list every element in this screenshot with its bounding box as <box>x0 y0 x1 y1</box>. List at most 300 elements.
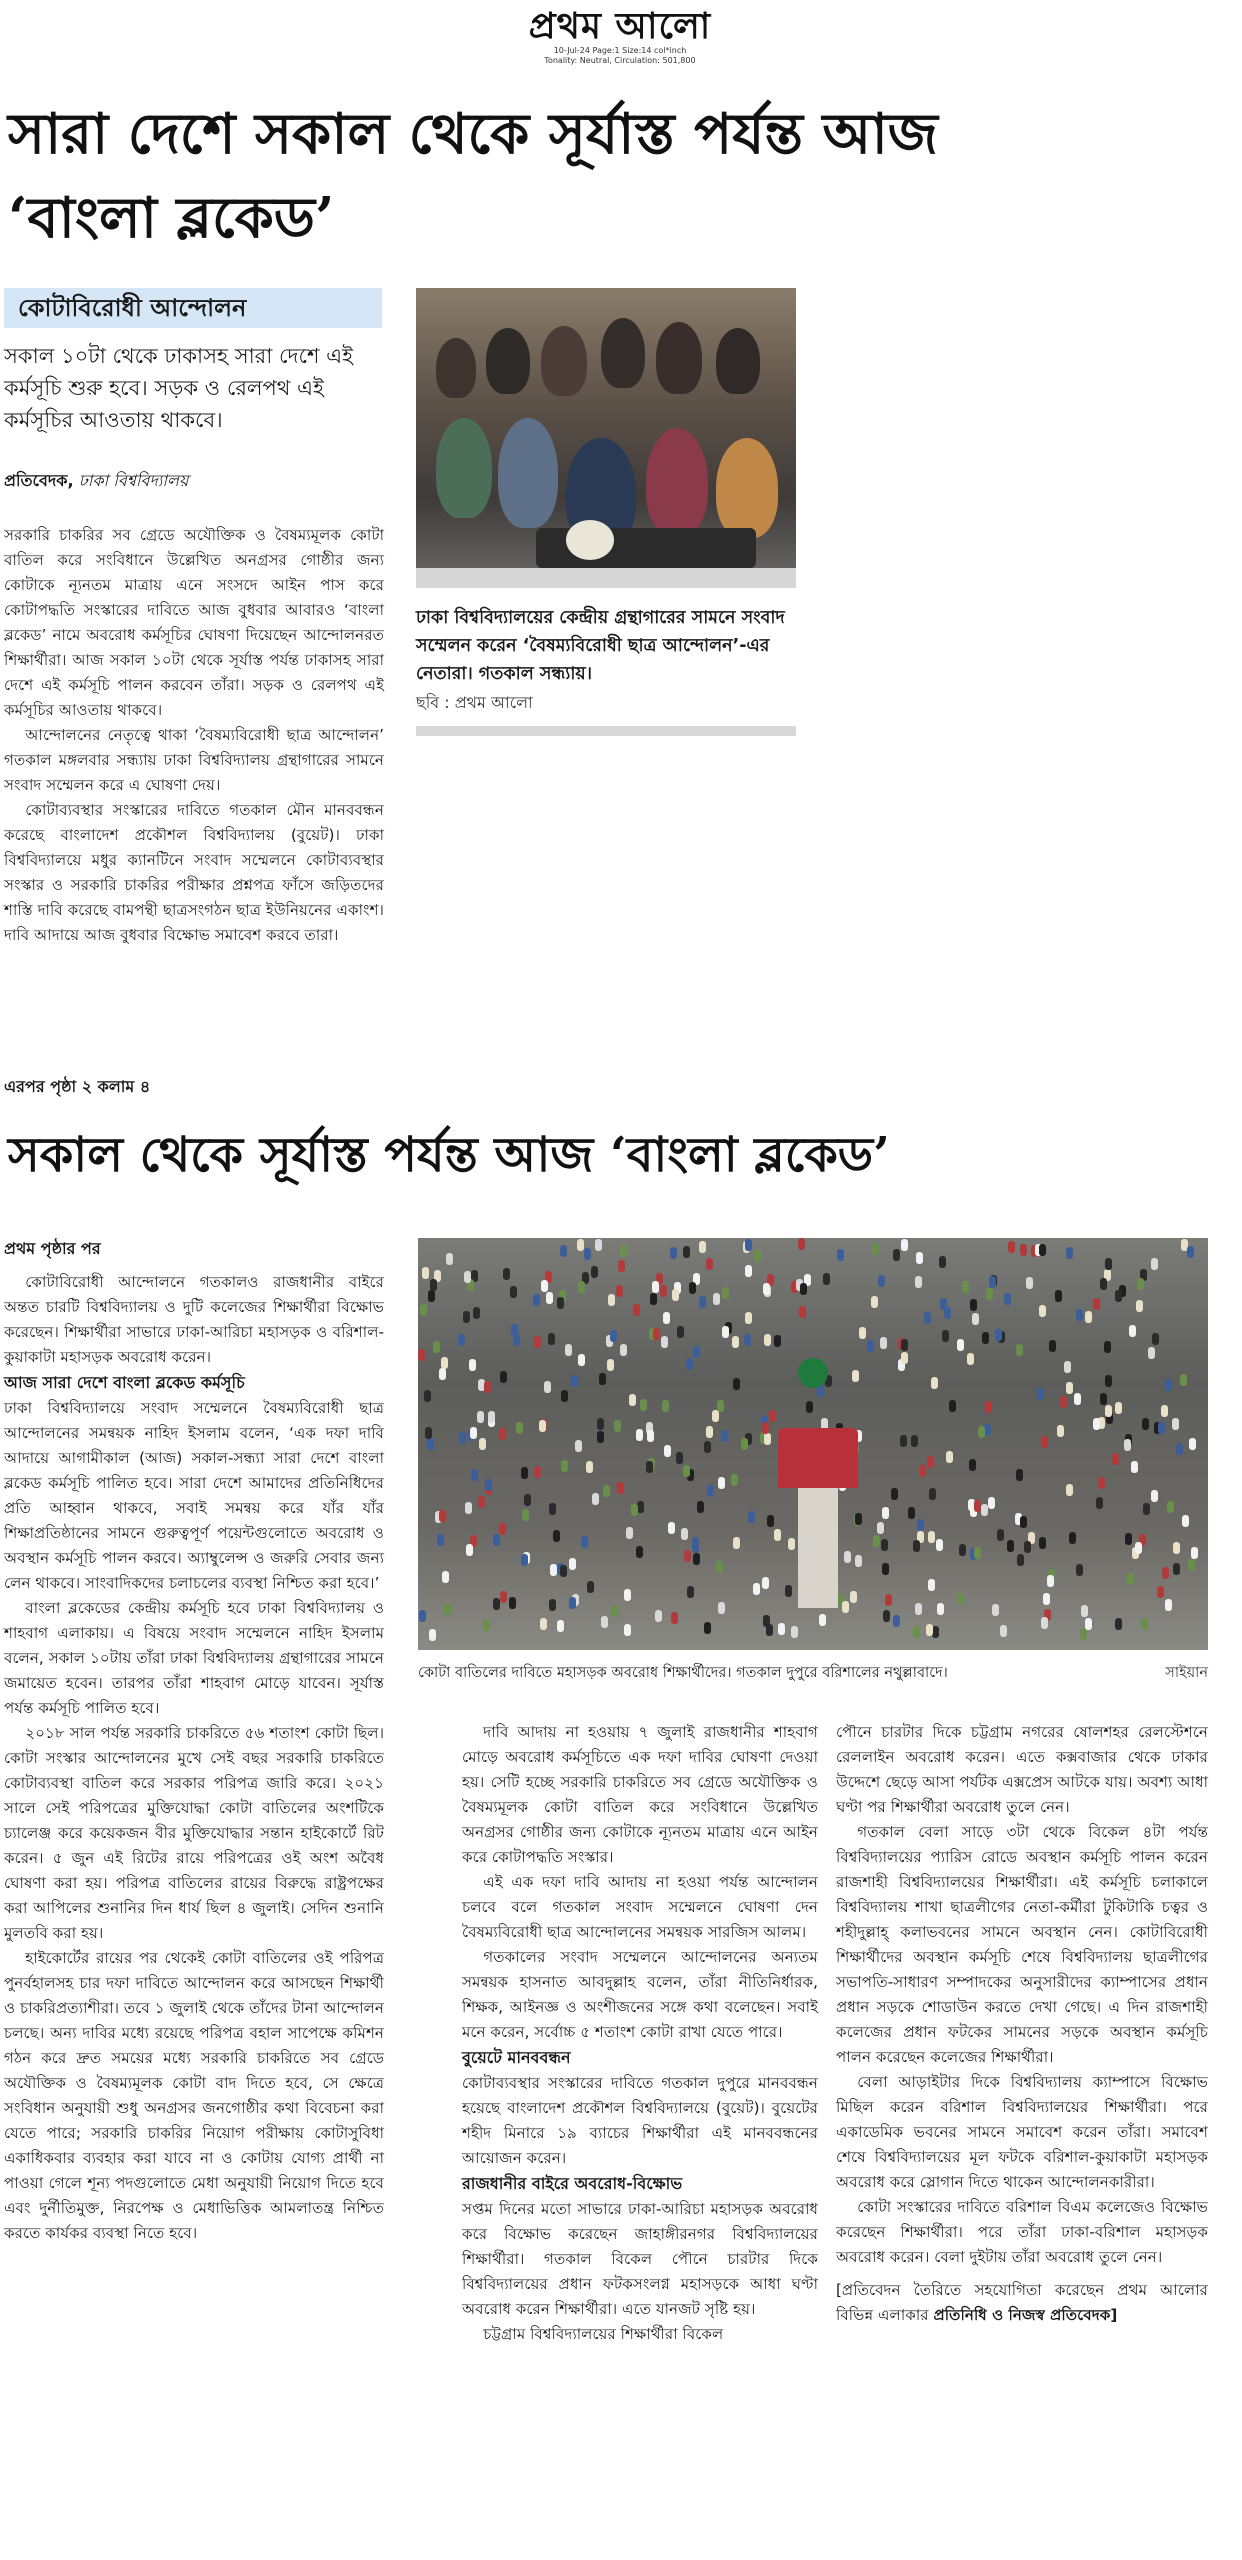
crowd-figure <box>957 1593 964 1605</box>
front-photo-caption: ঢাকা বিশ্ববিদ্যালয়ের কেন্দ্রীয় গ্রন্থাগারের সামনে সংবাদ সম্মেলন করেন ‘বৈষম্যবিরোধী ছাত্র আন্দোলন’-এর নেতারা। গতকাল সন্ধ্যায়। <box>416 608 785 684</box>
crowd-figure <box>785 1585 792 1597</box>
crowd-figure <box>1141 1618 1148 1630</box>
crowd-figure <box>465 1502 472 1514</box>
crowd-figure <box>647 1430 654 1442</box>
crowd-figure <box>855 1513 862 1525</box>
crowd-figure <box>1151 1490 1158 1502</box>
crowd-figure <box>880 1337 887 1349</box>
crowd-figure <box>974 1500 981 1512</box>
crowd-figure <box>745 1312 752 1324</box>
crowd-figure <box>1081 1605 1088 1617</box>
crowd-figure <box>748 1511 755 1523</box>
crowd-figure <box>885 1594 892 1606</box>
jump-photo-caption-text: কোটা বাতিলের দাবিতে মহাসড়ক অবরোধ শিক্ষার্থীদের। গতকাল দুপুরে বরিশালের নথুল্লাবাদে। <box>418 1665 948 1681</box>
jump-subhead: রাজধানীর বাইরে অবরোধ-বিক্ষোভ <box>462 2174 683 2193</box>
crowd-figure <box>511 1324 518 1336</box>
crowd-figure <box>706 1426 713 1438</box>
crowd-figure <box>699 1296 706 1308</box>
crowd-figure <box>985 1401 992 1413</box>
crowd-figure <box>578 1281 585 1293</box>
jump-paragraph: গতকালের সংবাদ সম্মেলনে আন্দোলনের অন্যতম সমন্বয়ক হাসনাত আবদুল্লাহ বলেন, তাঁরা নীতিনির্ধারক, শিক্ষক, আইনজ্ঞ ও অংশীজনের সঙ্গে কথা বলেছেন। সবাই মনে করেন, সর্বোচ্চ ৫ শতাংশ কোটা রাখা যেতে পারে। <box>462 1948 818 2041</box>
crowd-figure <box>774 1529 781 1541</box>
jump-paragraph: কোটা সংস্কারের দাবিতে বরিশাল বিএম কলেজেও বিক্ষোভ করেছেন শিক্ষার্থীরা। পরে তাঁরা ঢাকা-বরিশাল মহাসড়ক অবরোধ করেন। বেলা দুইটায় তাঁরা অবরোধ তুলে নেন। <box>836 2198 1208 2266</box>
crowd-figure <box>541 1280 548 1292</box>
crowd-figure <box>1037 1388 1044 1400</box>
crowd-figure <box>872 1243 879 1255</box>
crowd-figure <box>1043 1593 1050 1605</box>
continued-from-label: প্রথম পৃষ্ঠার পর <box>4 1239 101 1258</box>
crowd-figure <box>640 1399 647 1411</box>
crowd-figure <box>557 1297 564 1309</box>
crowd-figure <box>718 1602 725 1614</box>
crowd-figure <box>422 1267 429 1279</box>
crowd-figure <box>1152 1333 1159 1345</box>
crowd-figure <box>882 1507 889 1519</box>
crowd-figure <box>767 1515 774 1527</box>
crowd-figure <box>744 1334 751 1346</box>
crowd-figure <box>959 1544 966 1556</box>
crowd-figure <box>982 1332 989 1344</box>
crowd-figure <box>915 1603 922 1615</box>
crowd-figure <box>1148 1347 1155 1359</box>
crowd-figure <box>587 1581 594 1593</box>
crowd-figure <box>733 1378 740 1390</box>
crowd-figure <box>631 1504 638 1516</box>
crowd-figure <box>1105 1258 1112 1270</box>
crowd-figure <box>618 1260 625 1272</box>
crowd-figure <box>671 1612 678 1624</box>
crowd-figure <box>1000 1625 1007 1637</box>
caption-divider <box>416 726 796 736</box>
crowd-figure <box>533 1294 540 1306</box>
jump-paragraph: বাংলা ব্লকেডের কেন্দ্রীয় কর্মসূচি হবে ঢাকা বিশ্ববিদ্যালয় ও শাহবাগ এলাকায়। এ বিষয়ে সংবাদ সম্মেলনে নাহিদ ইসলাম বলেন, সকাল ১০টায় তাঁরা ঢাকা বিশ্ববিদ্যালয় গ্রন্থাগারের সামনে জমায়েত হবেন। তারপর তাঁরা শাহবাগ মোড়ে যাবেন। সূর্যাস্ত পর্যন্ত কর্মসূচি পালিত হবে। <box>4 1599 384 1717</box>
crowd-figure <box>995 1329 1002 1341</box>
crowd-figure <box>478 1496 485 1508</box>
crowd-figure <box>919 1465 926 1477</box>
crowd-figure <box>901 1352 908 1364</box>
crowd-figure <box>791 1626 798 1638</box>
crowd-figure <box>1151 1258 1158 1270</box>
crowd-figure <box>1115 1290 1122 1302</box>
crowd-figure <box>1066 1382 1073 1394</box>
crowd-figure <box>1066 1247 1073 1259</box>
crowd-figure <box>1136 1300 1143 1312</box>
crowd-figure <box>569 1558 576 1570</box>
crowd-figure <box>1066 1484 1073 1496</box>
crowd-figure <box>1131 1461 1138 1473</box>
crowd-figure <box>712 1410 719 1422</box>
crowd-figure <box>970 1299 977 1311</box>
crowd-figure <box>569 1597 576 1609</box>
crowd-figure <box>915 1276 922 1288</box>
crowd-figure <box>553 1530 560 1542</box>
crowd-figure <box>917 1519 924 1531</box>
crowd-figure <box>1020 1516 1027 1528</box>
crowd-figure <box>754 1250 761 1262</box>
crowd-figure <box>500 1371 507 1383</box>
jump-paragraph: কোটাব্যবস্থার সংস্কারের দাবিতে গতকাল দুপুরে মানববন্ধন হয়েছে বাংলাদেশ প্রকৌশল বিশ্ববিদ্যালয়ে (বুয়েট)। বুয়েটের শহীদ মিনারে ১৯ ব্যাচের শিক্ষার্থীরা এই মানববন্ধনের আয়োজন করেন। <box>462 2074 818 2167</box>
jump-paragraph: এই এক দফা দাবি আদায় না হওয়া পর্যন্ত আন্দোলন চলবে বলে গতকাল সংবাদ সম্মেলনে ঘোষণা দেন বৈষম্যবিরোধী ছাত্র আন্দোলনের সমন্বয়ক সারজিস আলম। <box>462 1873 818 1941</box>
crowd-figure <box>427 1438 434 1450</box>
crowd-figure <box>1137 1278 1144 1290</box>
crowd-figure <box>798 1238 805 1250</box>
crowd-figure <box>539 1420 546 1432</box>
crowd-figure <box>655 1610 662 1622</box>
crowd-figure <box>1173 1563 1180 1575</box>
crowd-figure <box>1096 1497 1103 1509</box>
crowd-figure <box>1100 1393 1107 1405</box>
crowd-figure <box>1060 1396 1067 1408</box>
crowd-figure <box>763 1615 770 1627</box>
crowd-figure <box>704 1622 711 1634</box>
crowd-figure <box>591 1266 598 1278</box>
crowd-figure <box>913 1626 920 1638</box>
crowd-figure <box>877 1522 884 1534</box>
crowd-figure <box>706 1258 713 1270</box>
crowd-figure <box>503 1268 510 1280</box>
crowd-figure <box>891 1488 898 1500</box>
crowd-figure <box>629 1394 636 1406</box>
crowd-figure <box>1080 1628 1087 1640</box>
crowd-figure <box>1041 1617 1048 1629</box>
crowd-figure <box>939 1256 946 1268</box>
crowd-figure <box>581 1536 588 1548</box>
crowd-figure <box>1093 1298 1100 1310</box>
crowd-figure <box>677 1326 684 1338</box>
crowd-figure <box>1016 1344 1023 1356</box>
crowd-figure <box>610 1330 617 1342</box>
crowd-figure <box>521 1554 528 1566</box>
crowd-figure <box>493 1534 500 1546</box>
crowd-figure <box>1172 1418 1179 1430</box>
crowd-figure <box>488 1411 495 1423</box>
crowd-figure <box>928 1579 935 1591</box>
crowd-figure <box>664 1445 671 1457</box>
crowd-figure <box>717 1400 724 1412</box>
crowd-figure <box>636 1546 643 1558</box>
crowd-figure <box>430 1279 437 1291</box>
jump-paragraph: চট্টগ্রাম বিশ্ববিদ্যালয়ের শিক্ষার্থীরা বিকেল <box>483 2325 724 2343</box>
jump-column-3 <box>836 1720 1208 2328</box>
crowd-figure <box>1024 1541 1031 1553</box>
crowd-figure <box>534 1466 541 1478</box>
crowd-figure <box>718 1477 725 1489</box>
topic-tag: কোটাবিরোধী আন্দোলন <box>4 288 382 328</box>
crowd-figure <box>1112 1453 1119 1465</box>
crowd-figure <box>661 1336 668 1348</box>
crowd-figure <box>668 1522 675 1534</box>
crowd-figure <box>745 1265 752 1277</box>
crowd-figure <box>592 1493 599 1505</box>
crowd-figure <box>652 1281 659 1293</box>
crowd-figure <box>477 1411 484 1423</box>
crowd-figure <box>620 1245 627 1257</box>
crowd-figure <box>693 1553 700 1565</box>
crowd-figure <box>1188 1559 1195 1571</box>
clipping-meta-circulation: Tonality: Neutral, Circulation: 501,800 <box>544 56 696 65</box>
crowd-figure <box>883 1610 890 1622</box>
jump-photo-caption <box>418 1662 1208 1684</box>
crowd-figure <box>908 1507 915 1519</box>
crowd-figure <box>763 1283 770 1295</box>
jump-paragraph: ২০১৮ সাল পর্যন্ত সরকারি চাকরিতে ৫৬ শতাংশ কোটা ছিল। কোটা সংস্কার আন্দোলনের মুখে সেই বছর সরকারি চাকরিতে কোটাব্যবস্থা বাতিল করে সরকার পরিপত্র জারি করে। ২০২১ সালে সেই পরিপত্রের মুক্তিযোদ্ধা কোটা বাতিলের অংশটিকে চ্যালেঞ্জ করে কয়েকজন বীর মুক্তিযোদ্ধার সন্তান হাইকোর্টে রিট করেন। ৫ জুন এই রিটের রায়ে পরিপত্রের ওই অংশ অবৈধ ঘোষণা করা হয়। পরিপত্র বাতিলের রায়ের বিরুদ্ধে রাষ্ট্রপক্ষের করা আপিলের শুনানির দিন ধার্য ছিল ৪ জুলাই। সেদিন শুনানি মুলতবি করা হয়। <box>4 1724 384 1942</box>
crowd-figure <box>571 1375 578 1387</box>
crowd-figure <box>986 1288 993 1300</box>
crowd-figure <box>479 1438 486 1450</box>
crowd-figure <box>584 1248 591 1260</box>
crowd-figure <box>893 1249 900 1261</box>
crowd-figure <box>732 1336 739 1348</box>
crowd-figure <box>911 1435 918 1447</box>
crowd-figure <box>521 1467 528 1479</box>
crowd-figure <box>1142 1418 1149 1430</box>
crowd-figure <box>614 1420 621 1432</box>
crowd-figure <box>1191 1547 1198 1559</box>
crowd-figure <box>722 1326 729 1338</box>
crowd-figure <box>626 1527 633 1539</box>
front-byline <box>4 470 384 492</box>
jump-subhead: আজ সারা দেশে বাংলা ব্লকেড কর্মসূচি <box>4 1373 245 1392</box>
crowd-figure <box>683 1246 690 1258</box>
crowd-figure <box>1180 1374 1187 1386</box>
crowd-figure <box>1098 1477 1105 1489</box>
crowd-figure <box>471 1469 478 1481</box>
crowd-figure <box>774 1335 781 1347</box>
front-headline: সারা দেশে সকাল থেকে সূর্যাস্ত পর্যন্ত আজ ‘বাংলা ব্লকেড’ <box>8 101 938 251</box>
crowd-figure <box>881 1539 888 1551</box>
crowd-figure <box>882 1563 889 1575</box>
crowd-figure <box>1135 1542 1142 1554</box>
crowd-figure <box>485 1479 492 1491</box>
crowd-figure <box>992 1604 999 1616</box>
crowd-figure <box>1016 1469 1023 1481</box>
crowd-figure <box>1064 1361 1071 1373</box>
jump-paragraph: সপ্তম দিনের মতো সাভারে ঢাকা-আরিচা মহাসড়ক অবরোধ করে বিক্ষোভ করেছেন জাহাঙ্গীরনগর বিশ্ববিদ্যালয়ের শিক্ষার্থীরা। গতকাল বিকেল পৌনে চারটার দিকে বিশ্ববিদ্যালয়ের প্রধান ফটকসংলগ্ন মহাসড়কে আধা ঘণ্টা অবরোধ করেন শিক্ষার্থীরা। এতে যানজট সৃষ্টি হয়। <box>462 2200 818 2318</box>
crowd-figure <box>484 1381 491 1393</box>
crowd-figure <box>937 1603 944 1615</box>
crowd-figure <box>697 1501 704 1513</box>
crowd-figure <box>753 1583 760 1595</box>
crowd-figure <box>962 1281 969 1293</box>
jump-column-1 <box>4 1270 384 2246</box>
crowd-figure <box>799 1306 806 1318</box>
crowd-figure <box>1055 1290 1062 1302</box>
crowd-figure <box>469 1359 476 1371</box>
crowd-figure <box>1165 1599 1172 1611</box>
crowd-figure <box>516 1422 523 1434</box>
crowd-figure <box>681 1528 688 1540</box>
crowd-figure <box>837 1249 844 1261</box>
crowd-figure <box>463 1311 470 1323</box>
byline-role: প্রতিবেদক, <box>4 471 74 490</box>
crowd-figure <box>867 1340 874 1352</box>
crowd-figure <box>499 1428 506 1440</box>
crowd-figure <box>1039 1244 1046 1256</box>
crowd-figure <box>1076 1564 1083 1576</box>
crowd-figure <box>1039 1537 1046 1549</box>
jump-subhead: বুয়েটে মানববন্ধন <box>462 2048 571 2067</box>
crowd-figure <box>997 1529 1004 1541</box>
crowd-figure <box>762 1422 769 1434</box>
crowd-figure <box>439 1368 446 1380</box>
crowd-figure <box>617 1482 624 1494</box>
masthead <box>500 6 740 66</box>
crowd-figure <box>893 1615 900 1627</box>
crowd-figure <box>842 1601 849 1613</box>
jump-paragraph: কোটাবিরোধী আন্দোলনে গতকালও রাজধানীর বাইরে অন্তত চারটি বিশ্ববিদ্যালয় ও দুটি কলেজের শিক্ষার্থীরা বিক্ষোভ করেছেন। শিক্ষার্থীরা সাভারে ঢাকা-আরিচা মহাসড়ক ও বরিশাল-কুয়াকাটা মহাসড়ক অবরোধ করেন। <box>4 1273 384 1366</box>
crowd-figure <box>764 1433 771 1445</box>
crowd-figure <box>940 1298 947 1310</box>
crowd-figure <box>595 1239 602 1251</box>
crowd-figure <box>850 1591 857 1603</box>
crowd-figure <box>597 1418 604 1430</box>
crowd-figure <box>1069 1532 1076 1544</box>
crowd-figure <box>707 1485 714 1497</box>
jump-paragraph: ঢাকা বিশ্ববিদ্যালয়ে সংবাদ সম্মেলনে বৈষম্যবিরোধী ছাত্র আন্দোলনের সমন্বয়ক নাহিদ ইসলাম বলেন, ‘এক দফা দাবি আদায়ে আগামীকাল (আজ) সকাল-সন্ধ্যা সারা দেশে বাংলা ব্লকেড কর্মসূচি পালিত হবে। সারা দেশে আমাদের প্রতিনিধিদের প্রতি আহ্বান থাকবে, সবাই সমন্বয় করে যাঁর যাঁর শিক্ষাপ্রতিষ্ঠানের সামনে গুরুত্বপূর্ণ পয়েন্টগুলোতে অবরোধ ও অবস্থান কর্মসূচি পালন করবে। অ্যাম্বুলেন্স ও জরুরি সেবার জন্য লেন থাকবে। সাংবাদিকদের চলাচলের ব্যবস্থা নিশ্চিত করা হবে।’ <box>4 1399 384 1592</box>
crowd-figure <box>458 1334 465 1346</box>
crowd-figure <box>900 1435 907 1447</box>
crowd-figure <box>1105 1405 1112 1417</box>
crowd-figure <box>788 1538 795 1550</box>
crowd-figure <box>420 1304 427 1316</box>
crowd-figure <box>575 1440 582 1452</box>
crowd-figure <box>428 1290 435 1302</box>
front-photo-credit: ছবি : প্রথম আলো <box>416 693 533 712</box>
crowd-figure <box>1049 1340 1056 1352</box>
crowd-figure <box>601 1616 608 1628</box>
crowd-figure <box>439 1510 446 1522</box>
crowd-figure <box>733 1537 740 1549</box>
crowd-figure <box>942 1330 949 1342</box>
crowd-figure <box>646 1461 653 1473</box>
crowd-figure <box>419 1610 426 1622</box>
crowd-figure <box>561 1460 568 1472</box>
crowd-figure <box>616 1285 623 1297</box>
crowd-figure <box>534 1336 541 1348</box>
crowd-figure <box>913 1540 920 1552</box>
crowd-figure <box>936 1539 943 1551</box>
crowd-figure <box>493 1598 500 1610</box>
front-body <box>4 523 384 948</box>
crowd-figure <box>769 1410 776 1422</box>
front-paragraph: আন্দোলনের নেতৃত্বে থাকা ‘বৈষম্যবিরোধী ছাত্র আন্দোলন’ গতকাল মঙ্গলবার সন্ধ্যায় ঢাকা বিশ্ববিদ্যালয় গ্রন্থাগারের সামনে সংবাদ সম্মেলন করে এ ঘোষণা দেয়। <box>4 726 384 794</box>
crowd-figure <box>1115 1402 1122 1414</box>
crowd-figure <box>483 1619 490 1631</box>
crowd-figure <box>927 1456 934 1468</box>
crowd-figure <box>546 1292 553 1304</box>
crowd-figure <box>852 1370 859 1382</box>
crowd-figure <box>1129 1325 1136 1337</box>
front-paragraph: কোটাব্যবস্থার সংস্কারের দাবিতে গতকাল মৌন মানববন্ধন করেছে বাংলাদেশ প্রকৌশল বিশ্ববিদ্যালয় (বুয়েট)। ঢাকা বিশ্ববিদ্যালয়ে মধুর ক্যানটিনে সংবাদ সম্মেলনে কোটাব্যবস্থার সংস্কার ও সরকারি চাকরির পরীক্ষার প্রশ্নপত্র ফাঁসে জড়িতদের শাস্তি দাবি করেছে বামপন্থী ছাত্রসংগঠন ছাত্র ইউনিয়নের একাংশ। দাবি আদায়ে আজ বুধবার বিক্ষোভ সমাবেশ করবে তারা। <box>4 801 384 944</box>
crowd-figure <box>1057 1425 1064 1437</box>
crowd-figure <box>1167 1501 1174 1513</box>
crowd-figure <box>1182 1515 1189 1527</box>
crowd-figure <box>1158 1422 1165 1434</box>
crowd-figure <box>1020 1244 1027 1256</box>
crowd-figure <box>974 1547 981 1559</box>
crowd-figure <box>1039 1305 1046 1317</box>
crowd-figure <box>611 1605 618 1617</box>
crowd-figure <box>1176 1443 1183 1455</box>
crowd-figure <box>1127 1573 1134 1585</box>
crowd-figure <box>560 1565 567 1577</box>
crowd-figure <box>878 1275 885 1287</box>
crowd-figure <box>800 1283 807 1295</box>
crowd-figure <box>577 1239 584 1251</box>
crowd-figure <box>464 1271 471 1283</box>
crowd-figure <box>967 1353 974 1365</box>
crowd-figure <box>1017 1554 1024 1566</box>
crowd-figure <box>676 1452 683 1464</box>
crowd-figure <box>670 1247 677 1259</box>
crowd-figure <box>1100 1278 1107 1290</box>
front-kicker: সকাল ১০টা থেকে ঢাকাসহ সারা দেশে এই কর্মসূচি শুরু হবে। সড়ক ও রেলপথ এই কর্মসূচির আওতায় থাকবে। <box>4 344 353 432</box>
crowd-figure <box>901 1339 908 1351</box>
crowd-figure <box>597 1431 604 1443</box>
crowd-figure <box>978 1426 985 1438</box>
crowd-figure <box>844 1551 851 1563</box>
crowd-figure <box>741 1438 748 1450</box>
jump-column-2 <box>462 1720 818 2347</box>
crowd-figure <box>599 1373 606 1385</box>
crowd-figure <box>713 1293 720 1305</box>
crowd-figure <box>653 1328 660 1340</box>
crowd-figure <box>624 1624 631 1636</box>
crowd-figure <box>692 1537 699 1549</box>
crowd-figure <box>1124 1439 1131 1451</box>
crowd-figure <box>524 1494 531 1506</box>
crowd-figure <box>949 1400 956 1412</box>
crowd-figure <box>1007 1540 1014 1552</box>
crowd-figure <box>1085 1618 1092 1630</box>
crowd-figure <box>522 1509 529 1521</box>
crowd-figure <box>859 1327 866 1339</box>
crowd-figure <box>1074 1393 1081 1405</box>
crowd-figure <box>548 1333 555 1345</box>
crowd-figure <box>466 1544 473 1556</box>
crowd-figure <box>969 1459 976 1471</box>
crowd-figure <box>1008 1241 1015 1253</box>
jump-paragraph: দাবি আদায় না হওয়ায় ৭ জুলাই রাজধানীর শাহবাগ মোড়ে অবরোধ কর্মসূচিতে এক দফা দাবির ঘোষণা দেওয়া হয়। সেটি হচ্ছে সরকারি চাকরিতে সব গ্রেডে অযৌক্তিক ও বৈষম্যমূলক কোটা বাতিল করে সংবিধানে উল্লেখিত অনগ্রসর গোষ্ঠীর জন্য কোটাকে ন্যূনতম মাত্রায় এনে আইন করে কোটাপদ্ধতি সংস্কার। <box>462 1723 818 1866</box>
crowd-figure <box>1105 1375 1112 1387</box>
crowd-figure <box>473 1307 480 1319</box>
jump-photo-credit: সাইয়ান <box>1165 1665 1208 1681</box>
crowd-figure <box>686 1358 693 1370</box>
crowd-figure <box>687 1586 694 1598</box>
crowd-figure <box>926 1624 933 1636</box>
crowd-figure <box>607 1359 614 1371</box>
crowd-figure <box>560 1245 567 1257</box>
crowd-figure <box>446 1253 453 1265</box>
jump-headline: সকাল থেকে সূর্যাস্ত পর্যন্ত আজ ‘বাংলা ব্লকেড’ <box>8 1127 890 1183</box>
crowd-figure <box>928 1531 935 1543</box>
crowd-figure <box>823 1273 830 1285</box>
crowd-figure <box>916 1252 923 1264</box>
clipping-meta-date: 10-Jul-24 Page:1 Size:14 col*inch <box>553 46 687 55</box>
crowd-figure <box>1026 1277 1033 1289</box>
crowd-figure <box>722 1287 729 1299</box>
jump-line: এরপর পৃষ্ঠা ২ কলাম ৪ <box>4 1077 151 1096</box>
crowd-figure <box>1143 1503 1150 1515</box>
crowd-figure <box>721 1430 728 1442</box>
crowd-figure <box>989 1276 996 1288</box>
crowd-figure <box>1004 1293 1011 1305</box>
crowd-figure <box>1085 1311 1092 1323</box>
crowd-figure <box>764 1334 771 1346</box>
crowd-figure <box>689 1282 696 1294</box>
crowd-figure <box>578 1354 585 1366</box>
crowd-figure <box>988 1497 995 1509</box>
